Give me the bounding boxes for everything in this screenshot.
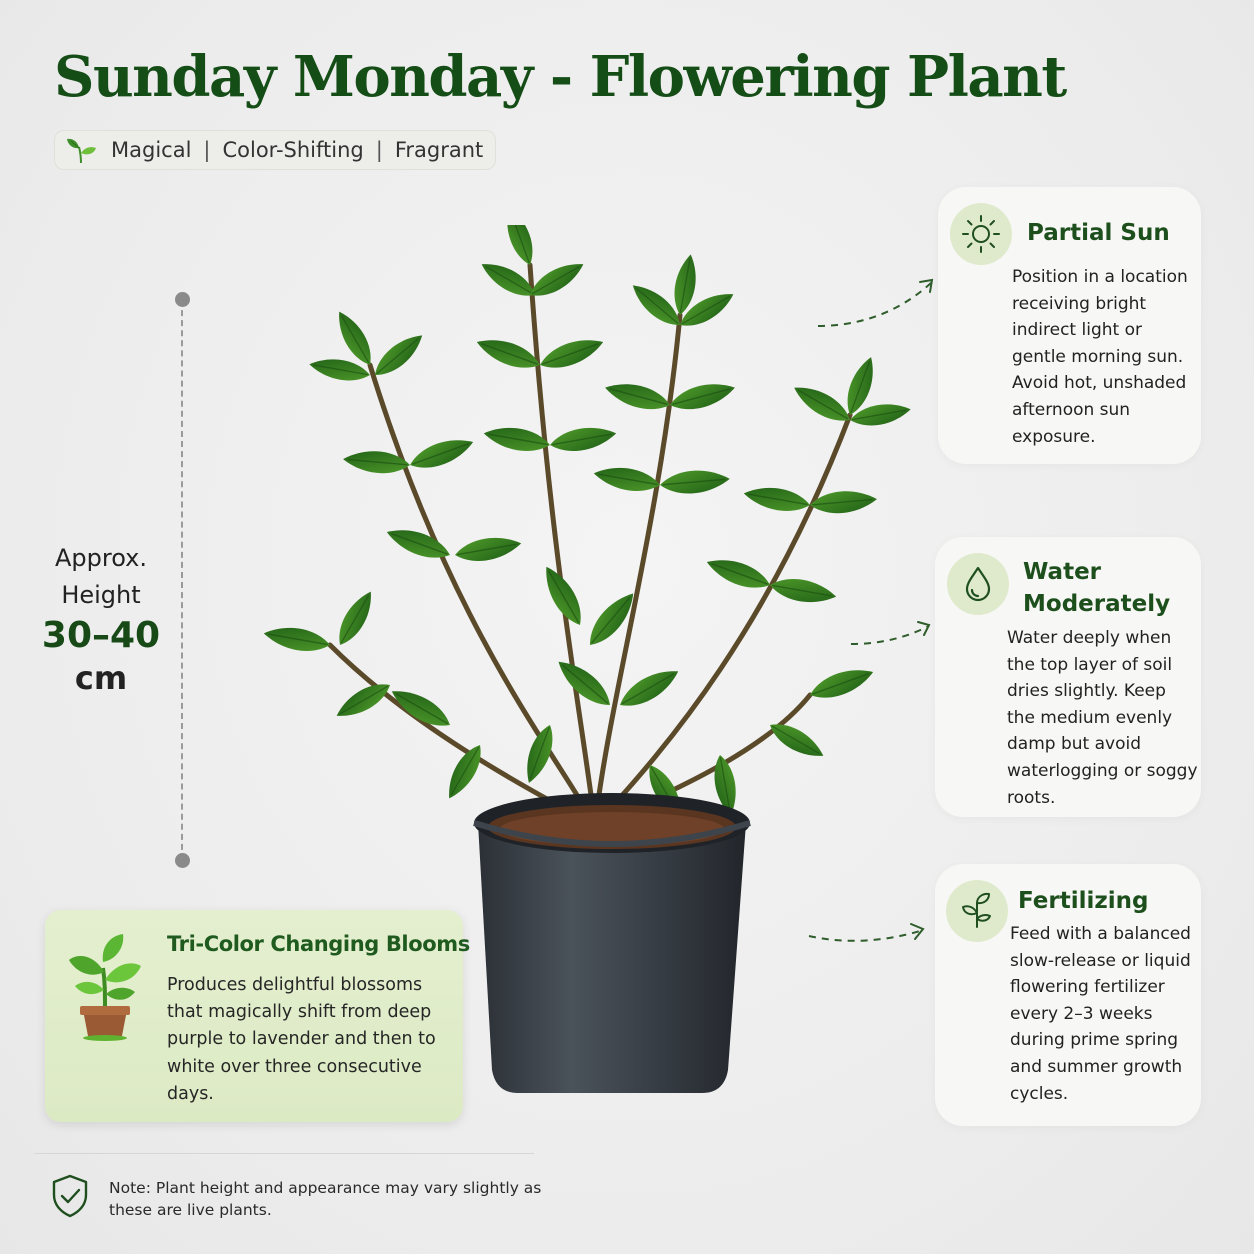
leaf-sprig-icon — [63, 135, 99, 165]
fertilizing-title: Fertilizing — [1018, 888, 1149, 914]
water-drop-icon — [957, 563, 999, 605]
sun-icon-badge — [950, 203, 1012, 265]
sun-title: Partial Sun — [1027, 220, 1170, 246]
tagline-badge — [54, 130, 496, 170]
tag-magical: Magical — [111, 138, 192, 162]
arrow-to-water-card — [845, 616, 935, 650]
tag-separator: | — [375, 138, 383, 162]
tag-fragrant: Fragrant — [394, 138, 484, 162]
arrow-to-fertilizing-card — [805, 918, 930, 950]
height-measure-top-dot — [175, 292, 190, 307]
potted-plant-icon — [65, 932, 145, 1042]
sun-icon — [958, 211, 1004, 257]
sprout-icon — [955, 889, 999, 933]
care-card-water — [935, 537, 1201, 817]
blooms-title: Tri-Color Changing Blooms — [167, 932, 470, 956]
height-value: 30–40 — [41, 615, 161, 656]
tag-color-shifting: Color-Shifting — [222, 138, 364, 162]
fertilizing-description: Feed with a balanced slow-release or liquid flowering fertilizer every 2–3 weeks during prime spring and summer growth cycles. — [1010, 924, 1191, 1104]
water-icon-badge — [947, 553, 1009, 615]
care-card-fertilizing — [935, 864, 1201, 1126]
sprout-icon-badge — [946, 880, 1008, 942]
height-measure-bottom-dot — [175, 853, 190, 868]
footer-divider — [34, 1153, 534, 1154]
blooms-description: Produces delightful blossoms that magically shift from deep purple to lavender and then to white over three consecutive days. — [167, 975, 436, 1104]
tag-separator: | — [203, 138, 211, 162]
shield-check-icon — [50, 1173, 90, 1219]
blooms-feature-card — [45, 910, 470, 1122]
height-label: Approx. Height — [54, 544, 147, 609]
arrow-to-sun-card — [810, 272, 940, 334]
page-title: Sunday Monday - Flowering Plant — [54, 44, 1066, 110]
water-title: Water Moderately — [1023, 559, 1171, 617]
water-description: Water deeply when the top layer of soil dries slightly. Keep the medium evenly damp but avoid waterlogging or soggy roots. — [1007, 628, 1198, 808]
disclaimer-note: Note: Plant height and appearance may vary slightly as these are live plants. — [109, 1179, 542, 1219]
height-measure-line — [181, 300, 183, 860]
sun-description: Position in a location receiving bright indirect light or gentle morning sun. Avoid hot, unshaded afternoon sun exposure. — [1012, 267, 1188, 447]
height-unit: cm — [74, 659, 128, 697]
care-card-sun — [938, 187, 1201, 464]
